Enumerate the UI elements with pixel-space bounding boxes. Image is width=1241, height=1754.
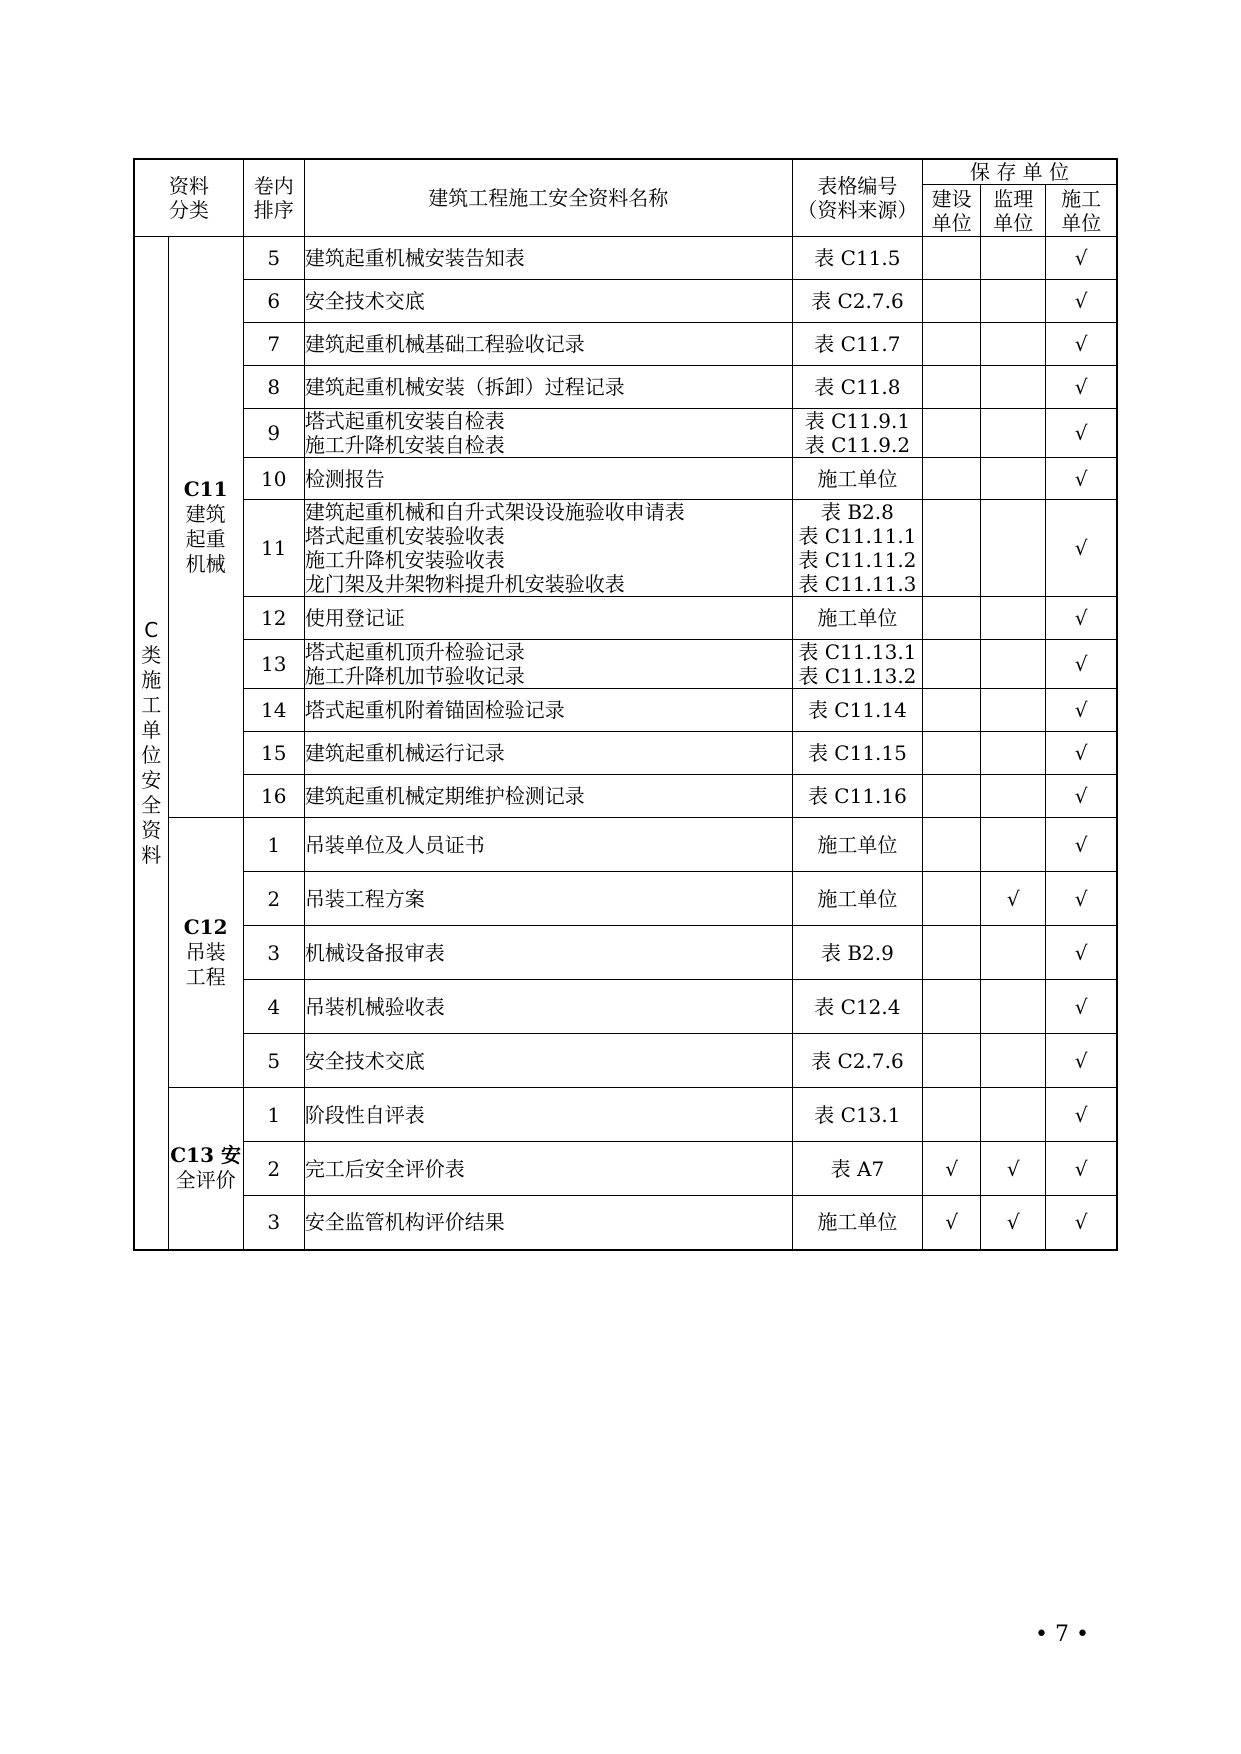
check-construct: √ bbox=[1046, 237, 1117, 280]
check-build bbox=[923, 1088, 981, 1142]
header-row-1 bbox=[134, 159, 1117, 185]
record-source: 表 C13.1 bbox=[792, 1088, 922, 1142]
row-order: 7 bbox=[243, 323, 304, 366]
record-source: 施工单位 bbox=[792, 818, 922, 872]
check-supervise bbox=[981, 775, 1046, 818]
record-source: 表 C11.16 bbox=[792, 775, 922, 818]
record-source: 表 B2.9 bbox=[792, 926, 922, 980]
check-supervise: √ bbox=[981, 872, 1046, 926]
check-construct: √ bbox=[1046, 1088, 1117, 1142]
header-category: 资料 分类 bbox=[134, 159, 243, 237]
table-row bbox=[134, 323, 1117, 366]
check-build bbox=[923, 926, 981, 980]
check-construct: √ bbox=[1046, 458, 1117, 500]
main-category-label: C 类 施 工 单 位 安 全 资 料 bbox=[134, 237, 168, 1250]
table-row bbox=[134, 775, 1117, 818]
group-label: C12 吊装 工程 bbox=[168, 818, 243, 1088]
check-build bbox=[923, 500, 981, 597]
record-source: 表 C11.8 bbox=[792, 366, 922, 409]
table-row bbox=[134, 280, 1117, 323]
record-name: 建筑起重机械安装（拆卸）过程记录 bbox=[304, 366, 792, 409]
check-supervise bbox=[981, 500, 1046, 597]
check-supervise bbox=[981, 640, 1046, 689]
record-name: 建筑起重机械安装告知表 bbox=[304, 237, 792, 280]
check-construct: √ bbox=[1046, 1196, 1117, 1250]
row-order: 3 bbox=[243, 926, 304, 980]
header-name: 建筑工程施工安全资料名称 bbox=[304, 159, 792, 237]
row-order: 3 bbox=[243, 1196, 304, 1250]
record-source: 表 B2.8 表 C11.11.1 表 C11.11.2 表 C11.11.3 bbox=[792, 500, 922, 597]
check-supervise: √ bbox=[981, 1196, 1046, 1250]
check-build bbox=[923, 458, 981, 500]
row-order: 2 bbox=[243, 872, 304, 926]
check-construct: √ bbox=[1046, 323, 1117, 366]
check-construct: √ bbox=[1046, 640, 1117, 689]
check-build bbox=[923, 409, 981, 458]
row-order: 14 bbox=[243, 689, 304, 732]
check-build bbox=[923, 818, 981, 872]
record-source: 表 C11.15 bbox=[792, 732, 922, 775]
header-unit-supervise: 监理 单位 bbox=[981, 185, 1046, 237]
check-construct: √ bbox=[1046, 366, 1117, 409]
row-order: 1 bbox=[243, 818, 304, 872]
record-name: 机械设备报审表 bbox=[304, 926, 792, 980]
header-source: 表格编号 （资料来源） bbox=[792, 159, 922, 237]
record-name: 阶段性自评表 bbox=[304, 1088, 792, 1142]
record-name: 使用登记证 bbox=[304, 597, 792, 640]
record-name: 建筑起重机械运行记录 bbox=[304, 732, 792, 775]
table-body bbox=[134, 237, 1117, 1250]
table-row bbox=[134, 732, 1117, 775]
check-supervise bbox=[981, 1034, 1046, 1088]
check-construct: √ bbox=[1046, 775, 1117, 818]
record-name: 建筑起重机械基础工程验收记录 bbox=[304, 323, 792, 366]
check-construct: √ bbox=[1046, 280, 1117, 323]
table-row bbox=[134, 640, 1117, 689]
table-row bbox=[134, 689, 1117, 732]
row-order: 5 bbox=[243, 237, 304, 280]
record-source: 表 C11.13.1 表 C11.13.2 bbox=[792, 640, 922, 689]
record-name: 安全技术交底 bbox=[304, 280, 792, 323]
table-row bbox=[134, 818, 1117, 872]
row-order: 8 bbox=[243, 366, 304, 409]
table-row bbox=[134, 926, 1117, 980]
record-name: 吊装机械验收表 bbox=[304, 980, 792, 1034]
table-row bbox=[134, 1088, 1117, 1142]
check-build bbox=[923, 1034, 981, 1088]
record-source: 施工单位 bbox=[792, 458, 922, 500]
header-order: 卷内 排序 bbox=[243, 159, 304, 237]
record-source: 表 C12.4 bbox=[792, 980, 922, 1034]
check-supervise bbox=[981, 409, 1046, 458]
check-supervise bbox=[981, 458, 1046, 500]
record-name: 建筑起重机械定期维护检测记录 bbox=[304, 775, 792, 818]
row-order: 12 bbox=[243, 597, 304, 640]
check-supervise bbox=[981, 280, 1046, 323]
check-supervise bbox=[981, 732, 1046, 775]
row-order: 16 bbox=[243, 775, 304, 818]
check-build bbox=[923, 689, 981, 732]
row-order: 4 bbox=[243, 980, 304, 1034]
row-order: 9 bbox=[243, 409, 304, 458]
record-name: 完工后安全评价表 bbox=[304, 1142, 792, 1196]
check-build: √ bbox=[923, 1196, 981, 1250]
check-supervise bbox=[981, 689, 1046, 732]
check-supervise bbox=[981, 818, 1046, 872]
check-construct: √ bbox=[1046, 1142, 1117, 1196]
row-order: 1 bbox=[243, 1088, 304, 1142]
table-row bbox=[134, 1034, 1117, 1088]
check-supervise bbox=[981, 926, 1046, 980]
group-label: C11 建筑 起重 机械 bbox=[168, 237, 243, 818]
check-build bbox=[923, 775, 981, 818]
record-name: 塔式起重机顶升检验记录 施工升降机加节验收记录 bbox=[304, 640, 792, 689]
table-row bbox=[134, 366, 1117, 409]
check-build bbox=[923, 732, 981, 775]
row-order: 5 bbox=[243, 1034, 304, 1088]
check-supervise bbox=[981, 1088, 1046, 1142]
table-row bbox=[134, 409, 1117, 458]
group-label: C13 安 全评价 bbox=[168, 1088, 243, 1250]
page-number: • 7 • bbox=[1035, 1622, 1089, 1647]
check-supervise bbox=[981, 980, 1046, 1034]
record-source: 表 A7 bbox=[792, 1142, 922, 1196]
check-construct: √ bbox=[1046, 732, 1117, 775]
header-unit-construct: 施工 单位 bbox=[1046, 185, 1117, 237]
check-build bbox=[923, 872, 981, 926]
record-name: 吊装工程方案 bbox=[304, 872, 792, 926]
row-order: 10 bbox=[243, 458, 304, 500]
check-build: √ bbox=[923, 1142, 981, 1196]
check-build bbox=[923, 280, 981, 323]
record-source: 表 C11.14 bbox=[792, 689, 922, 732]
record-name: 建筑起重机械和自升式架设设施验收申请表 塔式起重机安装验收表 施工升降机安装验收表 龙门架及井架物料提升机安装验收表 bbox=[304, 500, 792, 597]
table-row bbox=[134, 872, 1117, 926]
check-supervise bbox=[981, 366, 1046, 409]
check-construct: √ bbox=[1046, 818, 1117, 872]
check-construct: √ bbox=[1046, 926, 1117, 980]
record-source: 表 C11.9.1 表 C11.9.2 bbox=[792, 409, 922, 458]
record-source: 施工单位 bbox=[792, 872, 922, 926]
check-construct: √ bbox=[1046, 980, 1117, 1034]
table-row bbox=[134, 458, 1117, 500]
record-source: 表 C2.7.6 bbox=[792, 1034, 922, 1088]
check-construct: √ bbox=[1046, 872, 1117, 926]
header-storage: 保 存 单 位 bbox=[923, 159, 1117, 185]
record-source: 施工单位 bbox=[792, 1196, 922, 1250]
row-order: 2 bbox=[243, 1142, 304, 1196]
safety-records-table bbox=[133, 158, 1118, 1251]
row-order: 15 bbox=[243, 732, 304, 775]
check-construct: √ bbox=[1046, 500, 1117, 597]
row-order: 11 bbox=[243, 500, 304, 597]
table-row bbox=[134, 237, 1117, 280]
record-name: 塔式起重机安装自检表 施工升降机安装自检表 bbox=[304, 409, 792, 458]
record-name: 塔式起重机附着锚固检验记录 bbox=[304, 689, 792, 732]
check-build bbox=[923, 640, 981, 689]
check-construct: √ bbox=[1046, 409, 1117, 458]
check-supervise bbox=[981, 597, 1046, 640]
table-row bbox=[134, 980, 1117, 1034]
record-name: 检测报告 bbox=[304, 458, 792, 500]
record-source: 表 C2.7.6 bbox=[792, 280, 922, 323]
check-build bbox=[923, 323, 981, 366]
table-row bbox=[134, 500, 1117, 597]
record-source: 施工单位 bbox=[792, 597, 922, 640]
table-row bbox=[134, 1196, 1117, 1250]
record-name: 吊装单位及人员证书 bbox=[304, 818, 792, 872]
table-row bbox=[134, 597, 1117, 640]
record-source: 表 C11.5 bbox=[792, 237, 922, 280]
check-build bbox=[923, 237, 981, 280]
record-name: 安全监管机构评价结果 bbox=[304, 1196, 792, 1250]
check-construct: √ bbox=[1046, 689, 1117, 732]
record-source: 表 C11.7 bbox=[792, 323, 922, 366]
row-order: 6 bbox=[243, 280, 304, 323]
check-supervise bbox=[981, 323, 1046, 366]
header-unit-build: 建设 单位 bbox=[923, 185, 981, 237]
check-construct: √ bbox=[1046, 1034, 1117, 1088]
check-supervise: √ bbox=[981, 1142, 1046, 1196]
check-build bbox=[923, 597, 981, 640]
check-build bbox=[923, 980, 981, 1034]
record-name: 安全技术交底 bbox=[304, 1034, 792, 1088]
table-row bbox=[134, 1142, 1117, 1196]
check-supervise bbox=[981, 237, 1046, 280]
row-order: 13 bbox=[243, 640, 304, 689]
check-build bbox=[923, 366, 981, 409]
check-construct: √ bbox=[1046, 597, 1117, 640]
